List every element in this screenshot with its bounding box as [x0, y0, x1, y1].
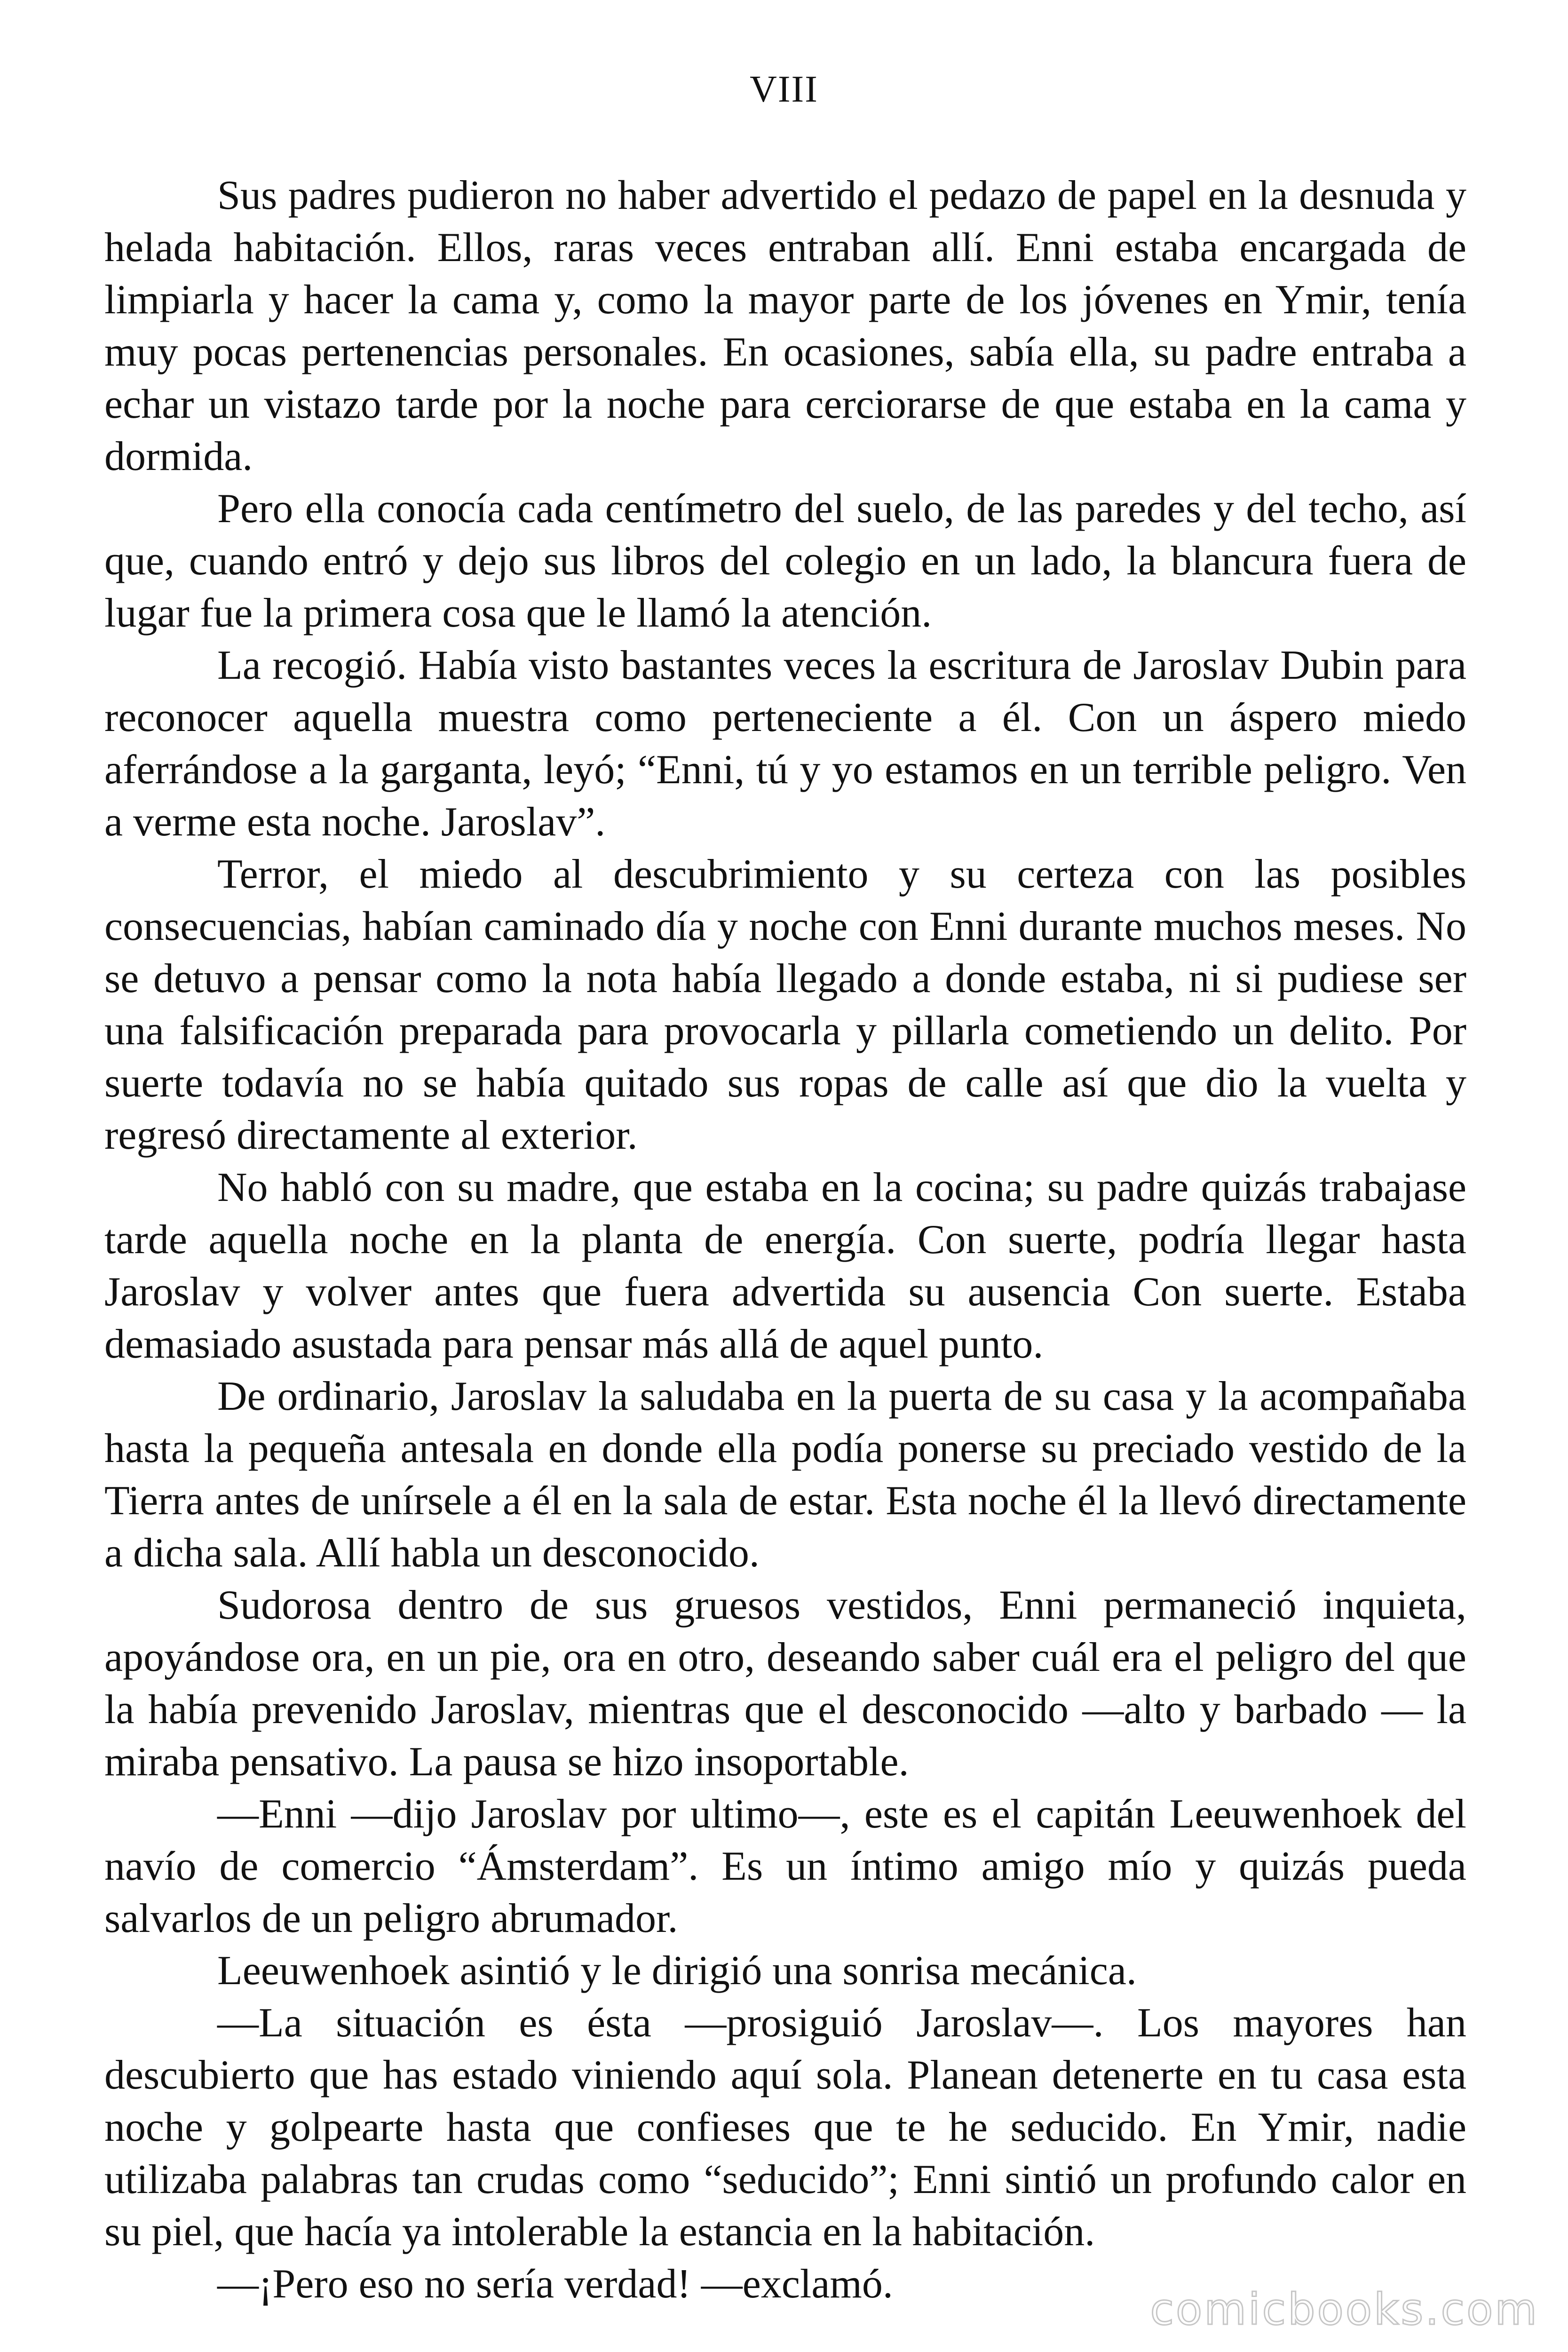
paragraph: Leeuwenhoek asintió y le dirigió una sonrisa mecánica.	[217, 1948, 1137, 1994]
paragraph: La recogió. Había visto bastantes veces la escritura de Jaroslav Dubin para reconocer aquella muestra como perteneciente a él. Con un áspero miedo aferrándose a la garganta, leyó; “Enni, tú y yo estamos en un terrible peligro. Ven a verme esta noche. Jaroslav”.	[104, 643, 1466, 845]
chapter-heading: VIII	[750, 69, 818, 110]
paragraph: Sus padres pudieron no haber advertido el pedazo de papel en la desnuda y helada habitación. Ellos, raras veces entraban allí. Enni estaba encargada de limpiarla y hacer la cama y, como la mayor parte de los jóvenes en Ymir, tenía muy pocas pertenencias personales. En ocasiones, sabía ella, su padre entraba a echar un vistazo tarde por la noche para cerciorarse de que estaba en la cama y dormida.	[104, 173, 1466, 479]
paragraph: Terror, el miedo al descubrimiento y su certeza con las posibles consecuencias, habían caminado día y noche con Enni durante muchos meses. No se detuvo a pensar como la nota había llegado a donde estaba, ni si pudiese ser una falsificación preparada para provocarla y pillarla cometiendo un delito. Por suerte todavía no se había quitado sus ropas de calle así que dio la vuelta y regresó directamente al exterior.	[104, 851, 1466, 1158]
paragraph: —La situación es ésta —prosiguió Jaroslav—. Los mayores han descubierto que has estado viniendo aquí sola. Planean detenerte en tu casa esta noche y golpearte hasta que confieses que te he seducido. En Ymir, nadie utilizaba palabras tan crudas como “seducido”; Enni sintió un profundo calor en su piel, que hacía ya intolerable la estancia en la habitación.	[104, 2000, 1466, 2255]
paragraph: No habló con su madre, que estaba en la cocina; su padre quizás trabajase tarde aquella noche en la planta de energía. Con suerte, podría llegar hasta Jaroslav y volver antes que fuera advertida su ausencia Con suerte. Estaba demasiado asustada para pensar más allá de aquel punto.	[104, 1165, 1466, 1367]
paragraph: De ordinario, Jaroslav la saludaba en la puerta de su casa y la acompañaba hasta la pequeña antesala en donde ella podía ponerse su preciado vestido de la Tierra antes de unírsele a él en la sala de estar. Esta noche él la llevó directamente a dicha sala. Allí habla un desconocido.	[104, 1374, 1466, 1576]
paragraph: —Enni —dijo Jaroslav por ultimo—, este es el capitán Leeuwenhoek del navío de comercio “Ámsterdam”. Es un íntimo amigo mío y quizás pueda salvarlos de un peligro abrumador.	[104, 1791, 1466, 1941]
paragraph: Sudorosa dentro de sus gruesos vestidos, Enni permaneció inquieta, apoyándose ora, en un pie, ora en otro, deseando saber cuál era el peligro del que la había prevenido Jaroslav, mientras que el desconocido —alto y barbado — la miraba pensativo. La pausa se hizo insoportable.	[104, 1582, 1466, 1785]
paragraph: —¡Pero eso no sería verdad! —exclamó.	[217, 2261, 893, 2307]
chapter-body	[104, 169, 1466, 2310]
watermark: comicbooks.com	[1150, 2284, 1539, 2335]
paragraph: Pero ella conocía cada centímetro del suelo, de las paredes y del techo, así que, cuando entró y dejo sus libros del colegio en un lado, la blancura fuera de lugar fue la primera cosa que le llamó la atención.	[104, 486, 1466, 636]
